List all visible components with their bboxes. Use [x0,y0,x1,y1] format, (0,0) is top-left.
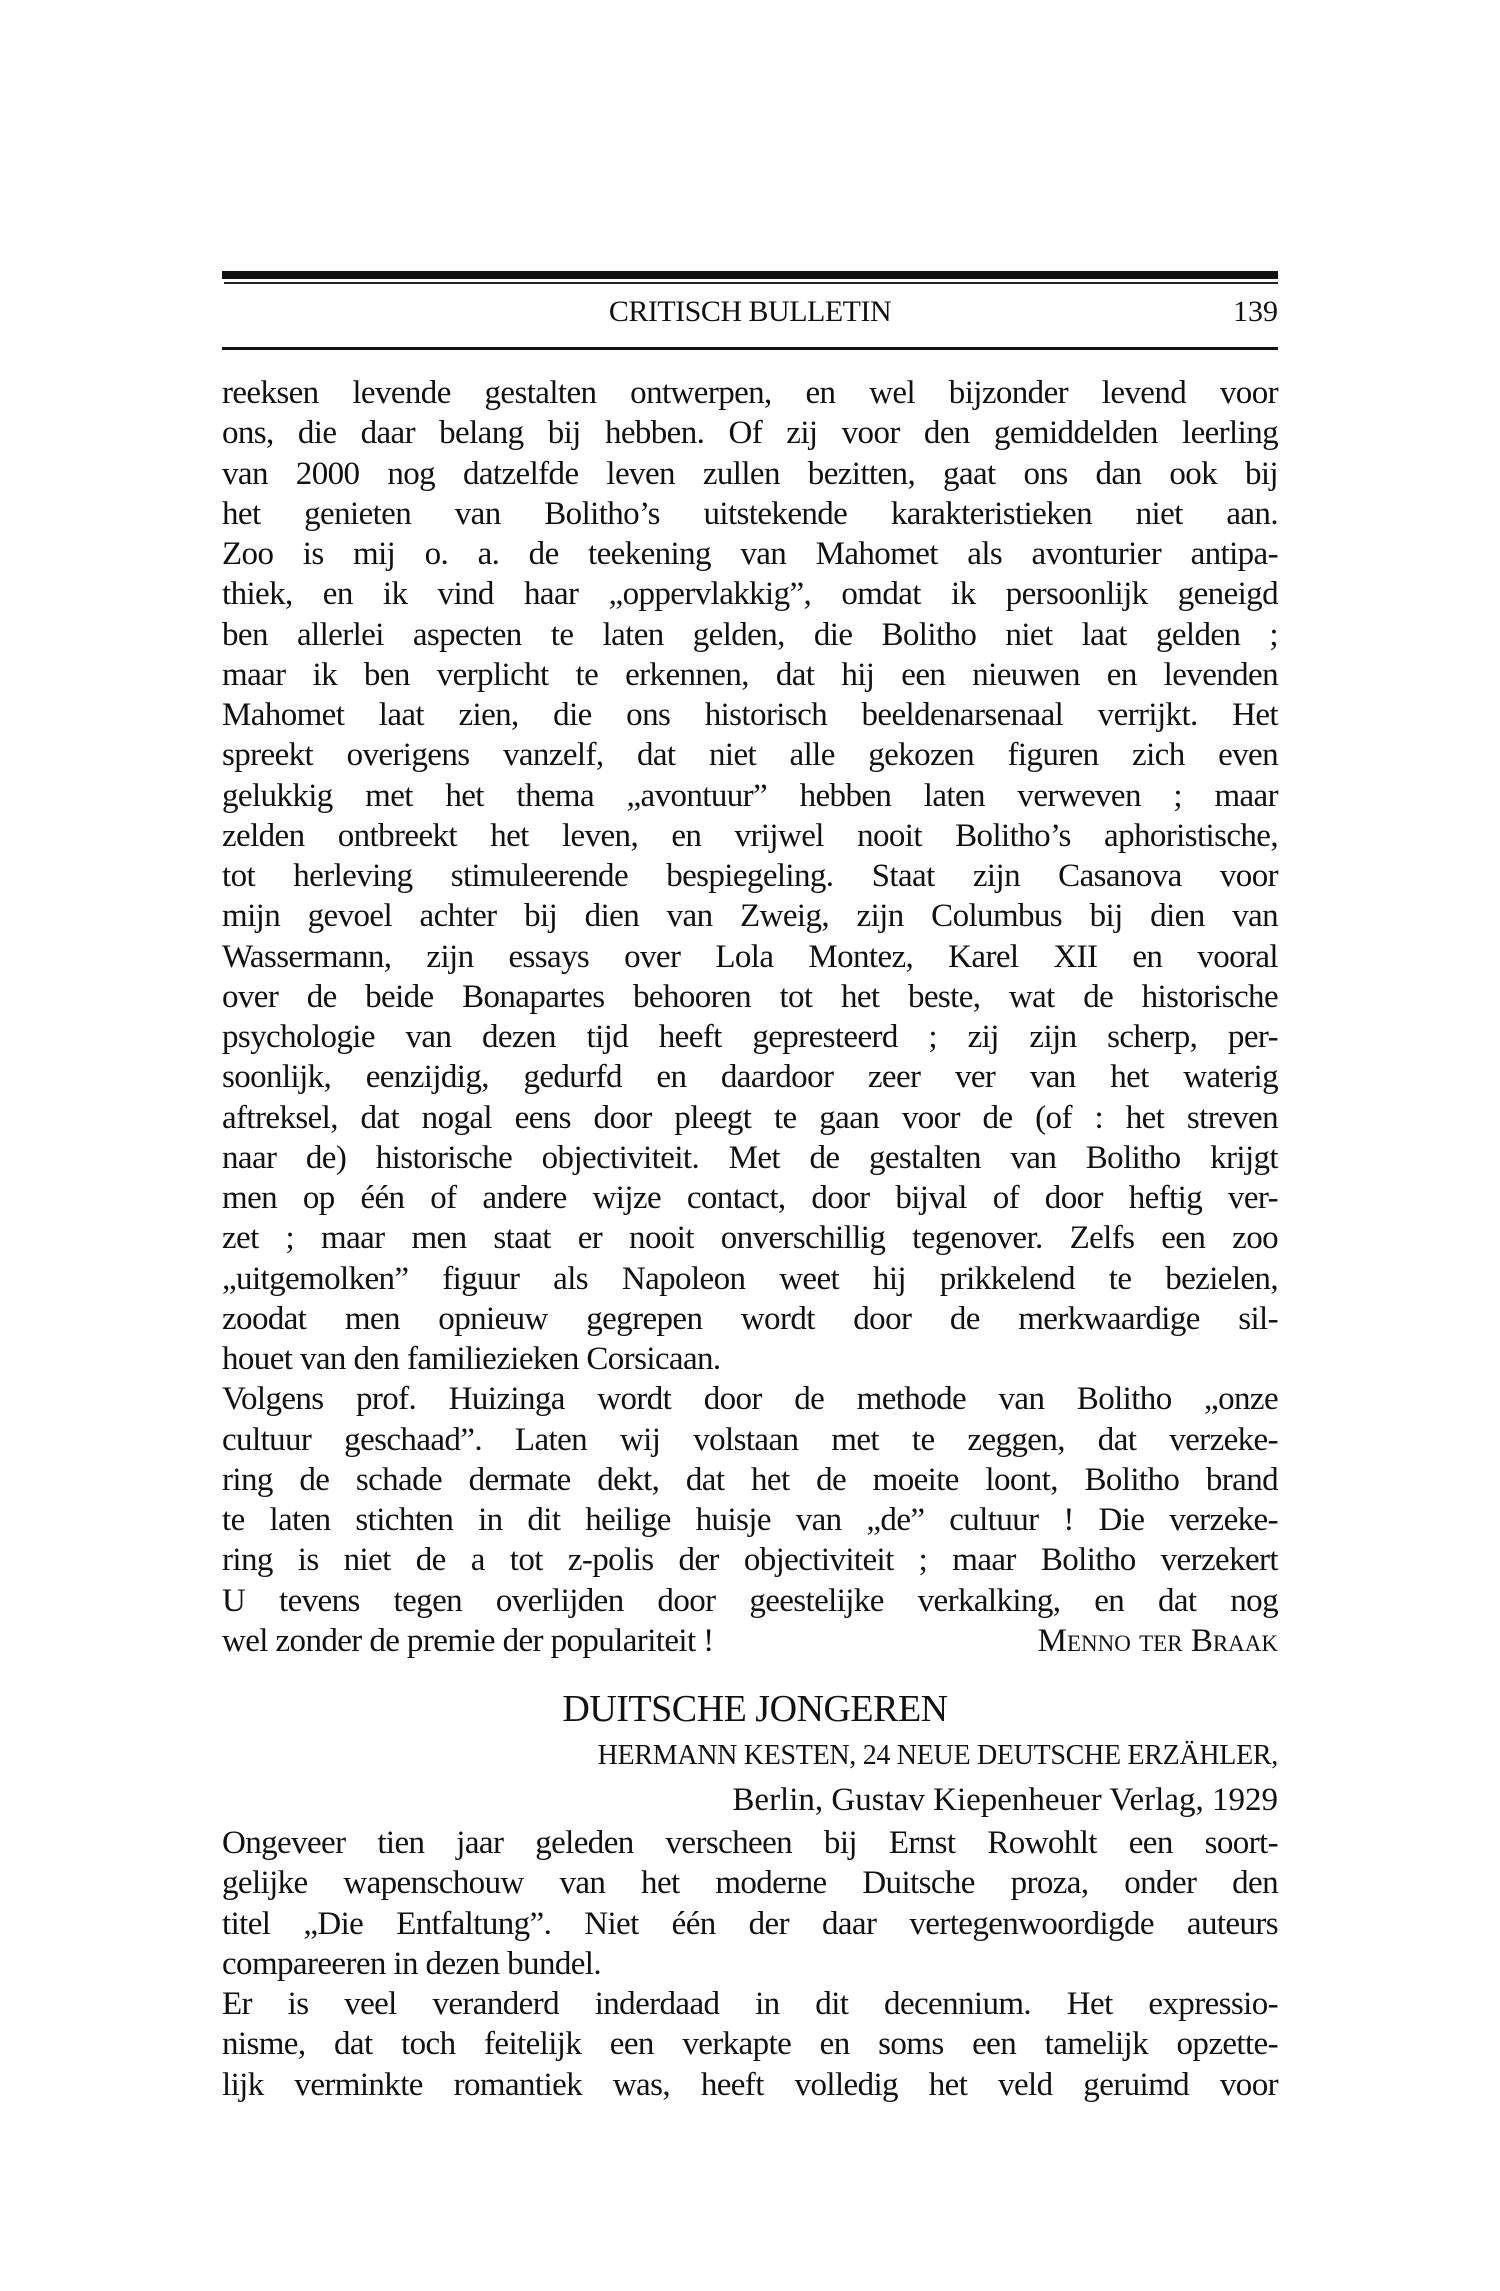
text-line: ring de schade dermate dekt, dat het de moeite loont, Bolitho brand [222,1461,1278,1498]
text-line: aftreksel, dat nogal eens door pleegt te gaan voor de (of : het streven [222,1099,1278,1136]
text-line: men op één of andere wijze contact, door bijval of door heftig ver- [222,1180,1278,1216]
author-signature: Menno ter Braak [1037,1622,1278,1659]
section-heading: DUITSCHE JONGEREN [562,1688,948,1730]
text-line: gelijke wapenschouw van het moderne Duitsche proza, onder den [222,1865,1278,1902]
header-rule-bottom [222,347,1278,350]
text-line: thiek, en ik vind haar „oppervlakkig”, omdat ik persoonlijk geneigd [222,576,1278,613]
text-line: zoodat men opnieuw gegrepen wordt door de merkwaardige sil- [222,1300,1278,1337]
text-line: cultuur geschaad”. Laten wij volstaan met te zeggen, dat verzeke- [222,1421,1278,1458]
text-line-content: wel zonder de premie der populariteit ! [222,1622,714,1659]
text-line: Volgens prof. Huizinga wordt door de methode van Bolitho „onze [222,1381,1278,1418]
review-duitsche-jongeren [222,1683,1278,2105]
text-line: houet van den familiezieken Corsicaan. [222,1341,721,1377]
text-line: van 2000 nog datzelfde leven zullen bezitten, gaat ons dan ook bij [222,455,1278,492]
text-line: psychologie van dezen tijd heeft gepresteerd ; zij zijn scherp, per- [222,1019,1278,1055]
text-line: compareeren in dezen bundel. [222,1945,602,1982]
body-text [222,373,1278,2105]
page-number: 139 [1233,295,1278,328]
text-line: soonlijk, eenzijdig, gedurfd en daardoor zeer ver van het waterig [222,1059,1278,1096]
header-rule-thin [224,282,1278,284]
running-title: CRITISCH BULLETIN [608,295,892,328]
text-line: nisme, dat toch feitelijk een verkapte en soms een tamelijk opzette- [222,2026,1278,2063]
text-line: Mahomet laat zien, die ons historisch beeldenarsenaal verrijkt. Het [222,697,1278,733]
text-line: reeksen levende gestalten ontwerpen, en wel bijzonder levend voor [222,375,1278,411]
text-line: U tevens tegen overlijden door geestelijke verkalking, en dat nog [222,1582,1278,1619]
review-publisher: Berlin, Gustav Kiepenheuer Verlag, 1929 [732,1782,1278,1818]
text-line: tot herleving stimuleerende bespiegeling. Staat zijn Casanova voor [222,858,1278,894]
header-rule-thick [222,271,1278,279]
text-line: spreekt overigens vanzelf, dat niet alle gekozen figuren zich even [222,737,1278,774]
review-book-title: HERMANN KESTEN, 24 NEUE DEUTSCHE ERZÄHLER, [597,1740,1278,1771]
text-line: te laten stichten in dit heilige huisje van „de” cultuur ! Die verzeke- [222,1502,1278,1538]
running-head [222,290,1278,334]
text-line: Er is veel veranderd inderdaad in dit decennium. Het expressio- [222,1986,1278,2022]
text-line: maar ik ben verplicht te erkennen, dat hij een nieuwen en levenden [222,656,1278,693]
text-line: zet ; maar men staat er nooit onverschillig tegenover. Zelfs een zoo [222,1220,1278,1257]
text-line: Ongeveer tien jaar geleden verscheen bij Ernst Rowohlt een soort- [222,1825,1278,1861]
text-line: „uitgemolken” figuur als Napoleon weet hij prikkelend te bezielen, [222,1260,1278,1297]
text-line: ons, die daar belang bij hebben. Of zij voor den gemiddelden leerling [222,415,1278,452]
text-line: mijn gevoel achter bij dien van Zweig, zijn Columbus bij dien van [222,898,1278,935]
text-line: ben allerlei aspecten te laten gelden, die Bolitho niet laat gelden ; [222,616,1278,653]
text-line-with-signature [222,1621,1278,1661]
text-line: het genieten van Bolitho’s uitstekende karakteristieken niet aan. [222,495,1278,532]
text-line: Zoo is mij o. a. de teekening van Mahomet als avonturier antipa- [222,536,1278,572]
text-line: titel „Die Entfaltung”. Niet één der daar vertegenwoordigde auteurs [222,1905,1278,1942]
text-line: ring is niet de a tot z-polis der objectiviteit ; maar Bolitho verzekert [222,1542,1278,1579]
text-line: lijk verminkte romantiek was, heeft volledig het veld geruimd voor [222,2066,1278,2103]
text-line: over de beide Bonapartes behooren tot het beste, wat de historische [222,978,1278,1015]
text-line: zelden ontbreekt het leven, en vrijwel nooit Bolitho’s aphoristische, [222,817,1278,854]
text-line: gelukkig met het thema „avontuur” hebben laten verweven ; maar [222,777,1278,814]
text-line: Wassermann, zijn essays over Lola Montez, Karel XII en vooral [222,938,1278,975]
text-line: naar de) historische objectiviteit. Met de gestalten van Bolitho krijgt [222,1139,1278,1176]
review-bolitho [222,373,1278,1661]
